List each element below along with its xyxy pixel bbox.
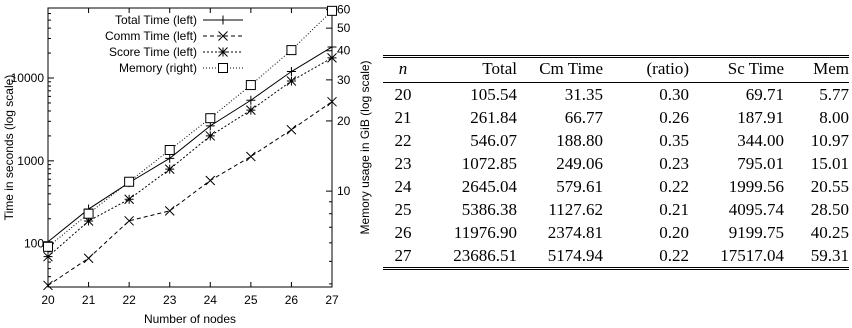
table-cell: 0.35 — [659, 130, 689, 150]
series-line-3 — [48, 58, 332, 257]
legend-label: Score Time (left) — [108, 45, 197, 59]
table-cell: 28.50 — [810, 199, 849, 219]
y2-tick-label: 60 — [337, 2, 351, 17]
y2-tick-label: 20 — [337, 113, 351, 128]
y2-tick-label: 50 — [337, 21, 351, 36]
table-row — [383, 221, 849, 244]
column-header: Total — [423, 57, 517, 83]
table-cell: 188.80 — [556, 130, 603, 150]
legend-marker — [219, 16, 228, 25]
table-cell: 0.20 — [659, 222, 689, 242]
table-cell: 20.55 — [810, 176, 849, 196]
x-tick-label: 26 — [284, 293, 299, 307]
series-3-point — [246, 106, 255, 115]
table-cell: 15.01 — [810, 153, 849, 173]
table-cell: 17517.04 — [720, 245, 784, 265]
legend-label: Total Time (left) — [114, 13, 197, 27]
series-4-point — [246, 81, 255, 90]
series-4-point — [44, 242, 53, 251]
series-2-point — [165, 206, 174, 215]
x-axis-label: Number of nodes — [143, 312, 237, 326]
x-tick-label: 24 — [203, 293, 217, 307]
series-2-point — [246, 152, 255, 161]
series-line-2 — [48, 102, 332, 286]
series-2-point — [287, 125, 296, 134]
x-tick-label: 27 — [325, 293, 339, 307]
x-tick-label: 25 — [244, 293, 258, 307]
series-3-point — [44, 252, 53, 261]
table-cell: 40.25 — [810, 222, 849, 242]
table-cell: 25 — [394, 199, 412, 219]
column-header: Mem — [784, 57, 849, 83]
table-cell: 69.71 — [745, 84, 784, 104]
table-cell: 23 — [394, 153, 412, 173]
table-cell: 5386.38 — [461, 199, 517, 219]
x-tick-label: 23 — [163, 293, 177, 307]
y-tick-label: 100 — [23, 236, 44, 251]
series-3-point — [165, 165, 174, 174]
table-cell: 27 — [394, 245, 412, 265]
series-3-point — [125, 195, 134, 204]
table-cell: 546.07 — [470, 130, 517, 150]
table-cell: 261.84 — [470, 107, 517, 127]
table-cell: 23686.51 — [453, 245, 517, 265]
series-2-point — [125, 216, 134, 225]
table-cell: 20 — [394, 84, 412, 104]
table-cell: 0.23 — [659, 153, 689, 173]
series-2-point — [206, 176, 215, 185]
table-cell: 24 — [394, 176, 412, 196]
table-row — [383, 83, 849, 107]
table-cell: 66.77 — [564, 107, 603, 127]
series-4-point — [328, 6, 337, 15]
table-row — [383, 198, 849, 221]
table-cell: 8.00 — [819, 107, 849, 127]
table-row — [383, 152, 849, 175]
table-cell: 1072.85 — [461, 153, 517, 173]
column-header: n — [383, 57, 423, 83]
table-cell: 21 — [394, 107, 412, 127]
series-1-point — [287, 67, 296, 76]
series-2-point — [84, 254, 93, 263]
table-cell: 0.22 — [659, 176, 689, 196]
series-1-point — [328, 42, 337, 51]
table-header-row — [383, 57, 849, 83]
table-cell: 0.30 — [659, 84, 689, 104]
series-3-point — [206, 131, 215, 140]
y2-axis-label: Memory usage in GiB (log scale) — [358, 60, 372, 235]
results-table — [383, 55, 849, 270]
table-cell: 1127.62 — [548, 199, 603, 219]
performance-chart — [0, 0, 380, 328]
series-4-point — [165, 145, 174, 154]
table-cell: 10.97 — [810, 130, 849, 150]
table-cell: 4095.74 — [728, 199, 784, 219]
table-cell: 1999.56 — [728, 176, 784, 196]
table-cell: 2374.81 — [547, 222, 603, 242]
table-cell: 9199.75 — [728, 222, 784, 242]
y2-tick-label: 10 — [337, 184, 351, 199]
table-row — [383, 175, 849, 198]
legend-marker — [219, 64, 228, 73]
y-tick-label: 10000 — [10, 71, 44, 86]
column-header: Cm Time — [517, 57, 603, 83]
table-cell: 105.54 — [470, 84, 517, 104]
series-4-point — [206, 114, 215, 123]
series-4-point — [125, 177, 134, 186]
legend-label: Memory (right) — [118, 61, 197, 75]
x-tick-label: 22 — [122, 293, 136, 307]
series-1-point — [246, 96, 255, 105]
table-cell: 2645.04 — [461, 176, 517, 196]
table-cell: 0.22 — [659, 245, 689, 265]
table-cell: 31.35 — [564, 84, 603, 104]
legend-marker — [219, 48, 228, 57]
table-cell: 22 — [394, 130, 412, 150]
table-cell: 249.06 — [556, 153, 603, 173]
table-body — [383, 83, 849, 269]
series-4-point — [287, 46, 296, 55]
table-cell: 11976.90 — [453, 222, 517, 242]
x-tick-label: 21 — [81, 293, 96, 307]
legend-label: Comm Time (left) — [104, 29, 197, 43]
table-cell: 0.21 — [659, 199, 689, 219]
column-header: (ratio) — [603, 57, 689, 83]
table-row — [383, 106, 849, 129]
table-cell: 795.01 — [737, 153, 784, 173]
table-cell: 5174.94 — [547, 245, 603, 265]
table-cell: 187.91 — [737, 107, 784, 127]
table-cell: 26 — [394, 222, 412, 242]
y2-tick-label: 30 — [337, 72, 351, 87]
table-row — [383, 244, 849, 269]
table-cell: 59.31 — [810, 245, 849, 265]
x-tick-label: 20 — [41, 293, 55, 307]
column-header: Sc Time — [689, 57, 784, 83]
table-cell: 0.26 — [659, 107, 689, 127]
series-3-point — [328, 53, 337, 62]
table-cell: 579.61 — [556, 176, 603, 196]
series-4-point — [84, 209, 93, 218]
table-cell: 344.00 — [737, 130, 784, 150]
table-cell: 5.77 — [819, 84, 849, 104]
y2-tick-label: 40 — [337, 43, 351, 58]
table-row — [383, 129, 849, 152]
y-tick-label: 1000 — [17, 153, 44, 168]
series-3-point — [287, 77, 296, 86]
y-axis-label: Time in seconds (log scale) — [2, 74, 16, 221]
